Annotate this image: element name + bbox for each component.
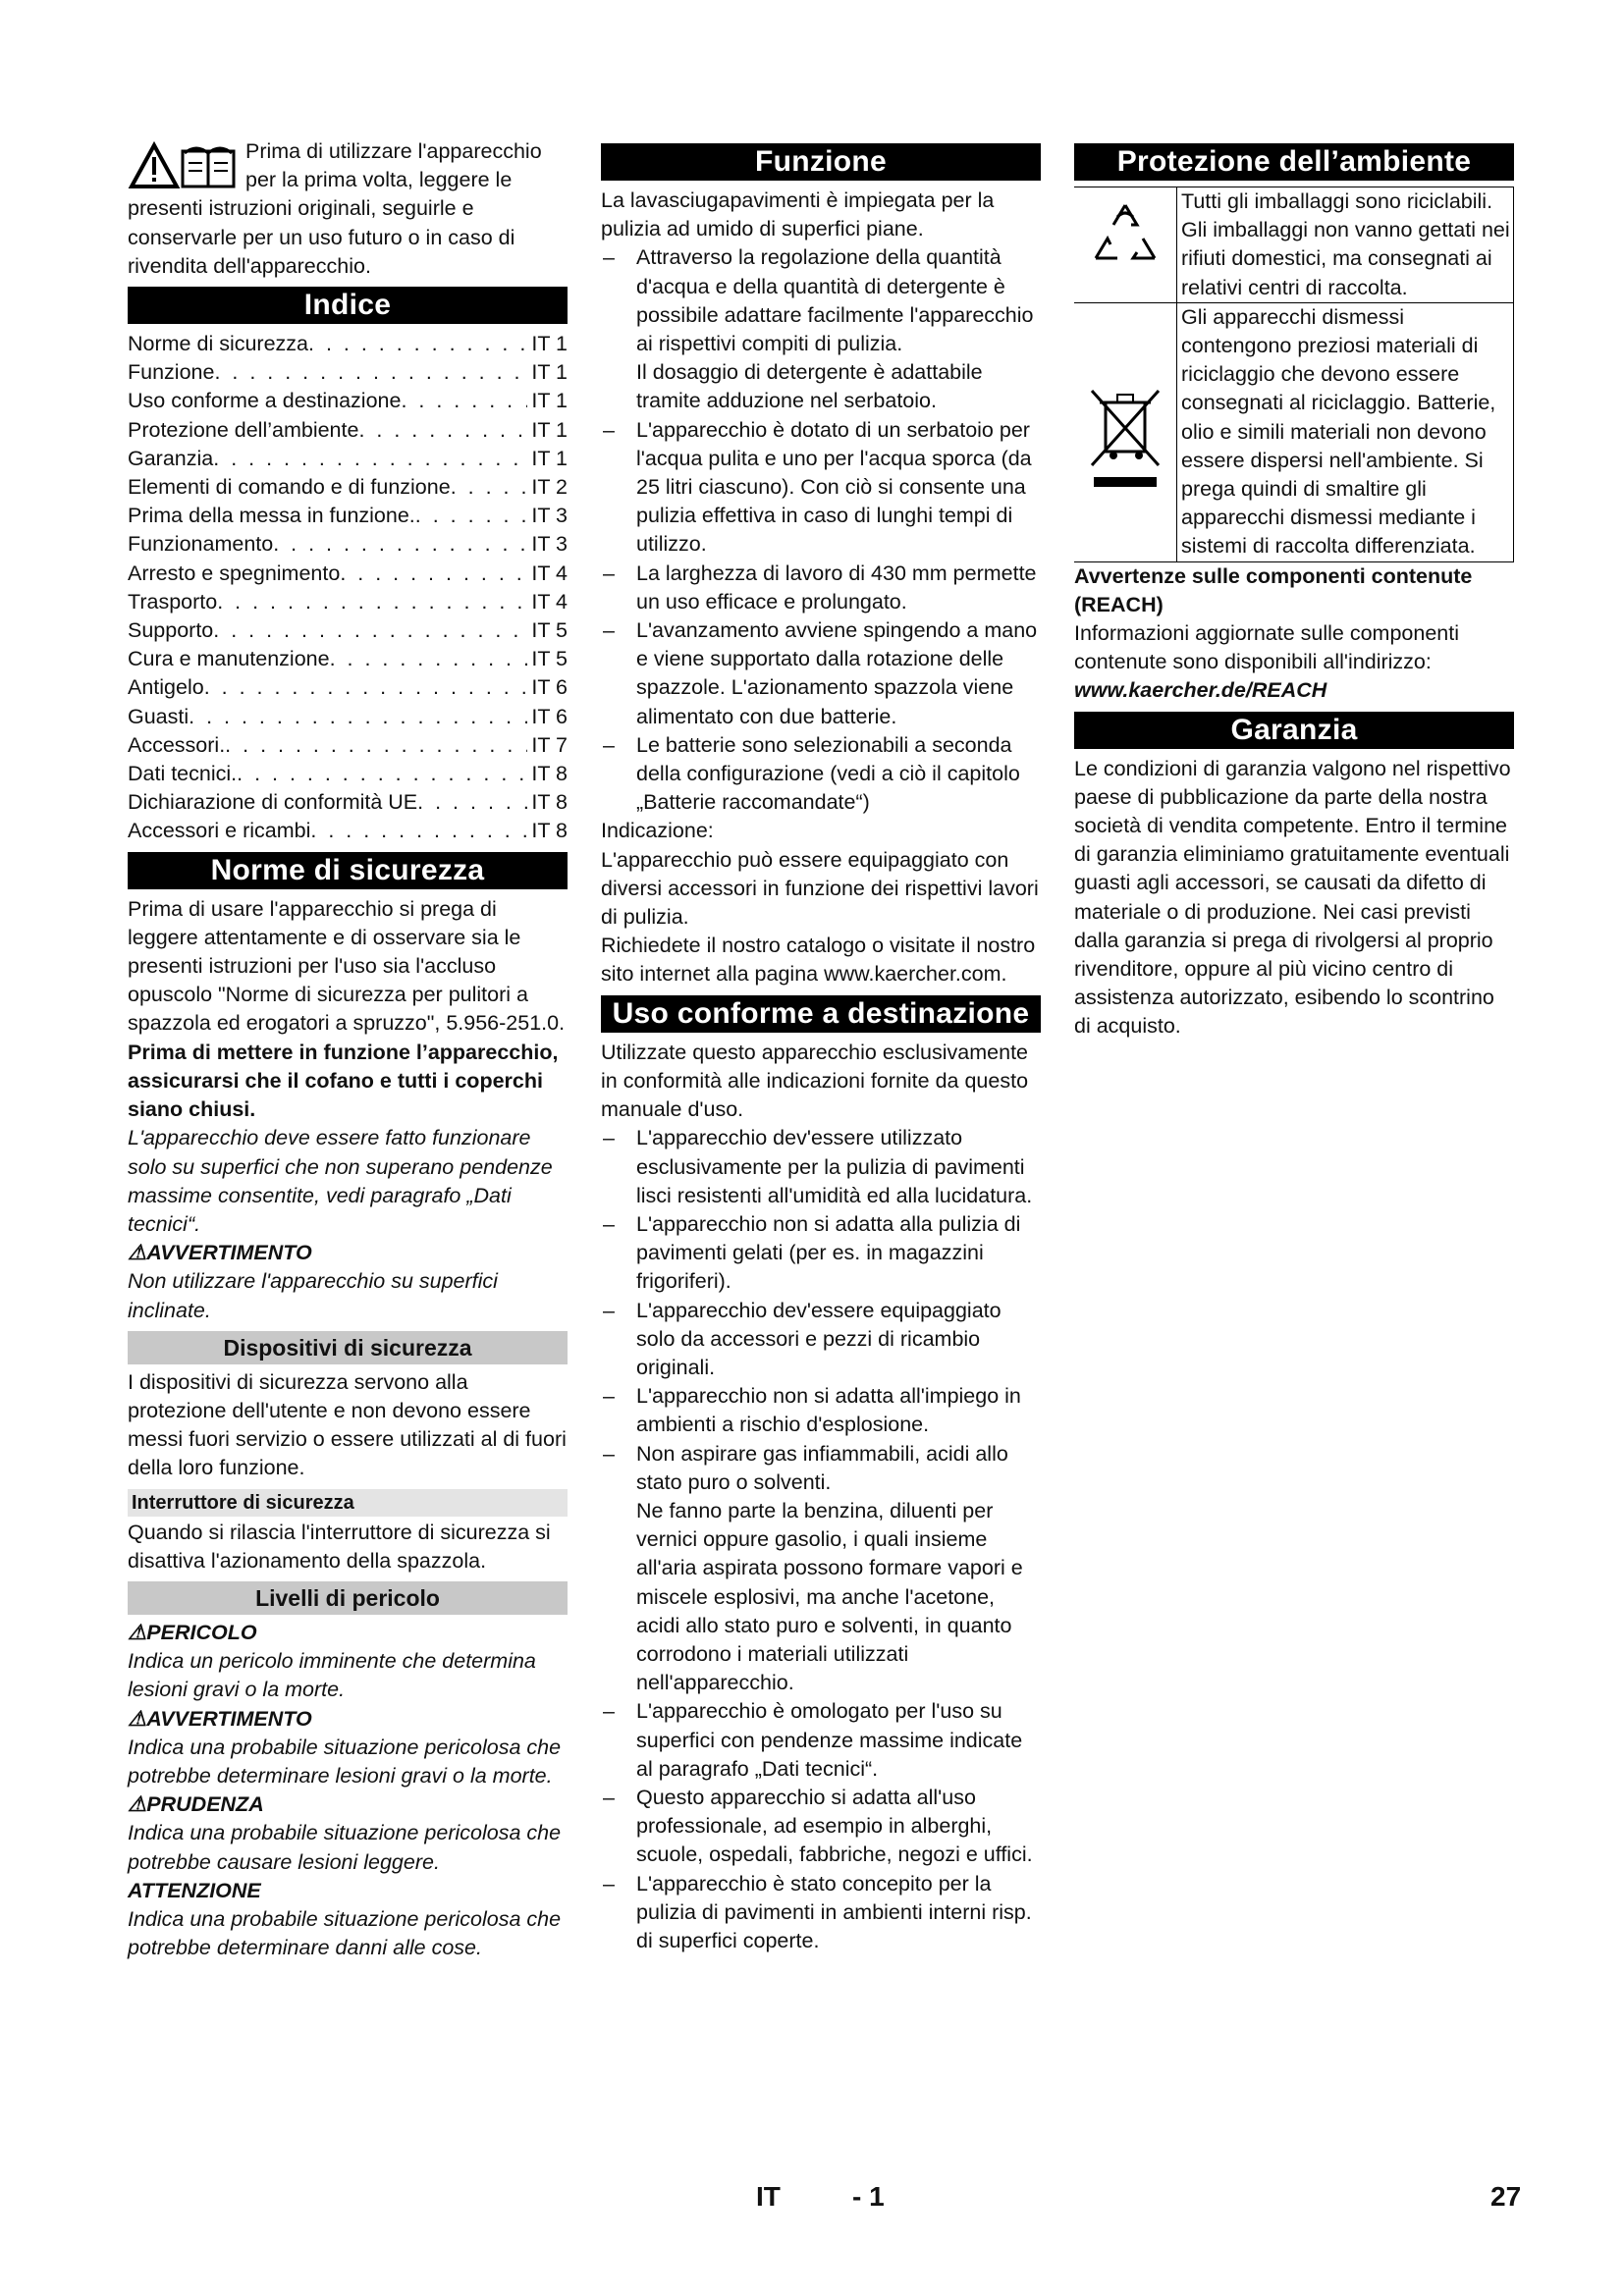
toc-entry-page: IT 1 xyxy=(531,332,568,356)
column-right xyxy=(1074,137,1514,1041)
list-item: – L'apparecchio dev'essere equipaggiato solo da accessori e pezzi di ricambio originali. xyxy=(601,1297,1041,1383)
toc-dot-leader xyxy=(415,502,528,530)
norme-paragraph: Prima di usare l'apparecchio si prega di leggere attentamente e di osservare sia le presenti istruzioni per l'uso sia l'accluso opuscolo "Norme di sicurezza per pulitori a spazzola ed erogatori a spruzzo", 5.956-251.0. xyxy=(128,896,566,1036)
toc-entry[interactable] xyxy=(128,703,568,731)
section-title-indice: Indice xyxy=(128,287,568,324)
crossed-bin-icon xyxy=(1074,303,1176,561)
toc-dot-leader xyxy=(358,416,527,445)
list-item-extra: Ne fanno parte la benzina, diluenti per vernici oppure gasolio, i quali insieme all'aria aspirata possono formare vapori e miscele esplosivi, ma anche l'acetone, acidi allo stato puro e solventi, in quanto corrodono i materiali utilizzati nell'apparecchio. xyxy=(636,1498,1023,1695)
norme-bold-note: Prima di mettere in funzione l’apparecchio, assicurarsi che il cofano e tutti i coperchi siano chiusi. xyxy=(128,1040,559,1122)
eco-text-disposal: Gli apparecchi dismessi contengono preziosi materiali di riciclaggio che devono essere consegnati al riciclaggio. Batterie, olio e simili materiali non devono essere dispersi nell'ambiente. Si prega quindi di smaltire gli apparecchi dismessi mediante i sistemi di raccolta differenziata. xyxy=(1176,303,1514,561)
toc-entry-page: IT 1 xyxy=(531,446,568,470)
interruttore-text: Quando si rilascia l'interruttore di sicurezza si disattiva l'azionamento della spazzola. xyxy=(128,1520,551,1573)
section-title-norme: Norme di sicurezza xyxy=(128,852,568,889)
list-item: – L'apparecchio è stato concepito per la pulizia di pavimenti in ambienti interni risp. di superfici coperte. xyxy=(601,1870,1041,1956)
toc-entry-page: IT 5 xyxy=(531,618,568,643)
toc-entry-page: IT 6 xyxy=(531,675,568,700)
list-item: – L'apparecchio non si adatta all'impiego in ambienti a rischio d'esplosione. xyxy=(601,1382,1041,1439)
list-item: – L'apparecchio è dotato di un serbatoio per l'acqua pulita e uno per l'acqua sporca (da 25 litri ciascuno). Con ciò si consente una pulizia effettiva in caso di lunghi tempi di utilizzo. xyxy=(601,416,1041,560)
subsection-title-dispositivi: Dispositivi di sicurezza xyxy=(128,1331,568,1364)
toc-entry-title: Dati tecnici. xyxy=(128,762,238,786)
pericolo-label: ⚠PERICOLO xyxy=(128,1620,257,1644)
toc-dot-leader xyxy=(225,731,527,760)
toc-entry-title: Funzione xyxy=(128,360,215,385)
toc-entry-title: Guasti xyxy=(128,704,189,728)
footer-language: IT xyxy=(756,2181,781,2212)
toc-entry-title: Garanzia xyxy=(128,446,214,470)
attenzione-text: Indica una probabile situazione pericolosa che potrebbe determinare danni alle cose. xyxy=(128,1906,562,1960)
toc-dot-leader xyxy=(273,530,527,559)
funzione-intro: La lavasciugapavimenti è impiegata per la pulizia ad umido di superfici piane. xyxy=(601,188,995,241)
toc-entry-title: Cura e manutenzione xyxy=(128,647,330,671)
toc-dot-leader xyxy=(417,788,527,817)
toc-entry-page: IT 4 xyxy=(531,589,568,614)
toc-entry[interactable] xyxy=(128,530,568,559)
list-item: – L'apparecchio non si adatta alla pulizia di pavimenti gelati (per es. in magazzini frigoriferi). xyxy=(601,1210,1041,1297)
toc-entry-page: IT 4 xyxy=(531,561,568,585)
pericolo-text: Indica un pericolo imminente che determina lesioni gravi o la morte. xyxy=(128,1649,536,1702)
toc-entry-page: IT 8 xyxy=(531,819,568,843)
subsection-title-interruttore: Interruttore di sicurezza xyxy=(128,1489,568,1517)
indicazione-website: Richiedete il nostro catalogo o visitate il nostro sito internet alla pagina www.kaercher.com. xyxy=(601,934,1036,987)
list-item: – La larghezza di lavoro di 430 mm permette un uso efficace e prolungato. xyxy=(601,560,1041,616)
toc-entry-title: Uso conforme a destinazione xyxy=(128,389,402,413)
toc-entry[interactable] xyxy=(128,788,568,817)
subsection-title-livelli: Livelli di pericolo xyxy=(128,1581,568,1615)
toc-entry[interactable] xyxy=(128,673,568,702)
toc-entry-page: IT 1 xyxy=(531,417,568,442)
toc-entry-title: Trasporto xyxy=(128,589,218,614)
intro-block xyxy=(128,137,568,281)
toc-entry-title: Prima della messa in funzione. xyxy=(128,504,415,528)
attenzione-label: ATTENZIONE xyxy=(128,1878,261,1902)
toc-entry-title: Accessori e ricambi xyxy=(128,819,311,843)
reach-link[interactable]: www.kaercher.de/REACH xyxy=(1074,678,1327,703)
toc-entry-page: IT 8 xyxy=(531,790,568,815)
dispositivi-text: I dispositivi di sicurezza servono alla protezione dell'utente e non devono essere messi fuori servizio o essere utilizzati al di fuori della loro funzione. xyxy=(128,1369,567,1480)
list-item: – L'apparecchio dev'essere utilizzato esclusivamente per la pulizia di pavimenti lisci resistenti all'umidità ed alla lucidatura. xyxy=(601,1124,1041,1210)
uso-intro: Utilizzate questo apparecchio esclusivamente in conformità alle indicazioni fornite da questo manuale d'uso. xyxy=(601,1040,1029,1122)
eco-row-packaging xyxy=(1074,187,1514,302)
toc-entry-page: IT 3 xyxy=(531,532,568,557)
toc-entry-page: IT 2 xyxy=(531,475,568,500)
toc-entry[interactable] xyxy=(128,473,568,502)
toc-dot-leader xyxy=(401,387,527,415)
section-title-ambiente: Protezione dell’ambiente xyxy=(1074,143,1514,181)
toc-dot-leader xyxy=(214,358,527,387)
list-item: – L'apparecchio è omologato per l'uso su superfici con pendenze massime indicate al paragrafo „Dati tecnici“. xyxy=(601,1697,1041,1784)
column-middle xyxy=(601,137,1041,1955)
list-item: – Non aspirare gas infiammabili, acidi allo stato puro o solventi. Ne fanno parte la benzina, diluenti per vernici oppure gasolio, i quali insieme all'aria aspirata possono formare vapori e miscele esplosivi, ma anche l'acetone, acidi allo stato puro e solventi, in quanto corrodono i materiali utilizzati nell'apparecchio. xyxy=(601,1440,1041,1698)
toc-entry-title: Elementi di comando e di funzione xyxy=(128,475,451,500)
avvertimento-label: ⚠AVVERTIMENTO xyxy=(128,1706,312,1731)
reach-text: Informazioni aggiornate sulle componenti contenute sono disponibili all'indirizzo: xyxy=(1074,621,1460,674)
toc-entry-title: Dichiarazione di conformità UE xyxy=(128,790,418,815)
toc-entry[interactable] xyxy=(128,588,568,616)
toc-entry-page: IT 5 xyxy=(531,647,568,671)
section-title-uso: Uso conforme a destinazione xyxy=(601,995,1041,1033)
toc-entry[interactable] xyxy=(128,387,568,415)
avvertimento-text: Indica una probabile situazione pericolosa che potrebbe determinare lesioni gravi o la morte. xyxy=(128,1735,562,1788)
toc-dot-leader xyxy=(237,760,527,788)
warning-label: ⚠AVVERTIMENTO xyxy=(128,1241,312,1265)
toc-entry-page: IT 8 xyxy=(531,762,568,786)
toc-entry[interactable] xyxy=(128,760,568,788)
toc-entry[interactable] xyxy=(128,817,568,845)
list-item: – L'avanzamento avviene spingendo a mano e viene supportato dalla rotazione delle spazzole. L'azionamento spazzola viene alimentato con due batterie. xyxy=(601,616,1041,731)
reach-title: Avvertenze sulle componenti contenute (REACH) xyxy=(1074,563,1473,616)
list-item-extra: Il dosaggio di detergente è adattabile tramite adduzione nel serbatoio. xyxy=(636,360,983,413)
toc-entry-page: IT 1 xyxy=(531,360,568,385)
recycle-icon xyxy=(1074,187,1176,302)
toc-entry-page: IT 1 xyxy=(531,389,568,413)
toc-entry[interactable] xyxy=(128,330,568,358)
table-of-contents xyxy=(128,330,568,846)
eco-text-packaging: Tutti gli imballaggi sono riciclabili. Gli imballaggi non vanno gettati nei rifiuti domestici, ma consegnati ai relativi centri di raccolta. xyxy=(1176,187,1514,302)
toc-entry[interactable] xyxy=(128,731,568,760)
toc-dot-leader xyxy=(189,703,527,731)
list-item: – Le batterie sono selezionabili a seconda della configurazione (vedi a ciò il capitolo „Batterie raccomandate“) xyxy=(601,731,1041,818)
norme-italic-note: L'apparecchio deve essere fatto funzionare solo su superfici che non superano pendenze massime consentite, vedi paragrafo „Dati tecnici“. xyxy=(128,1126,553,1236)
indicazione-label: Indicazione: xyxy=(601,819,714,843)
toc-entry-page: IT 6 xyxy=(531,704,568,728)
toc-entry[interactable] xyxy=(128,445,568,473)
toc-dot-leader xyxy=(310,817,527,845)
toc-entry-page: IT 3 xyxy=(531,504,568,528)
warning-text: Non utilizzare l'apparecchio su superfici inclinate. xyxy=(128,1269,498,1322)
toc-entry[interactable] xyxy=(128,358,568,387)
section-title-funzione: Funzione xyxy=(601,143,1041,181)
toc-entry-title: Funzionamento xyxy=(128,532,274,557)
list-item: – Attraverso la regolazione della quantità d'acqua e della quantità di detergente è possibile adattare facilmente l'apparecchio ai rispettivi compiti di pulizia. Il dosaggio di detergente è adattabile tramite adduzione nel serbatoio. xyxy=(601,243,1041,415)
garanzia-text: Le condizioni di garanzia valgono nel rispettivo paese di pubblicazione da parte della nostra società di vendita competente. Entro il termine di garanzia eliminiamo gratuitamente eventuali guasti agli accessori, se causati da difetto di materiale o di produzione. Nei casi previsti dalla garanzia si prega di rivolgersi al proprio rivenditore, oppure al più vicino centro di assistenza autorizzato, esibendo lo scontrino di acquisto. xyxy=(1074,756,1511,1039)
toc-entry-title: Supporto xyxy=(128,618,214,643)
toc-entry-title: Antigelo xyxy=(128,675,204,700)
toc-dot-leader xyxy=(213,616,527,645)
list-item: – Questo apparecchio si adatta all'uso professionale, ad esempio in alberghi, scuole, ospedali, fabbriche, negozi e uffici. xyxy=(601,1784,1041,1870)
intro-text: Prima di utilizzare l'apparecchio per la prima volta, leggere le presenti istruzioni originali, seguirle e conservarle per un uso futuro o in caso di rivendita dell'apparecchio. xyxy=(128,139,542,278)
toc-entry[interactable] xyxy=(128,616,568,645)
toc-dot-leader xyxy=(204,673,528,702)
manual-book-icon xyxy=(183,148,234,187)
funzione-list xyxy=(601,243,1041,817)
toc-dot-leader xyxy=(451,473,528,502)
toc-entry-title: Norme di sicurezza xyxy=(128,332,308,356)
column-left xyxy=(128,137,568,1962)
toc-dot-leader xyxy=(213,445,527,473)
toc-dot-leader xyxy=(340,560,527,588)
toc-entry-title: Accessori. xyxy=(128,732,226,757)
footer-page-number: 27 xyxy=(1490,2181,1522,2212)
intro-icons xyxy=(128,141,238,192)
uso-list xyxy=(601,1124,1041,1955)
toc-entry-title: Arresto e spegnimento xyxy=(128,561,341,585)
toc-dot-leader xyxy=(330,645,528,673)
toc-dot-leader xyxy=(217,588,527,616)
toc-entry[interactable] xyxy=(128,502,568,530)
toc-entry[interactable] xyxy=(128,416,568,445)
toc-entry[interactable] xyxy=(128,645,568,673)
prudenza-text: Indica una probabile situazione pericolosa che potrebbe causare lesioni leggere. xyxy=(128,1821,562,1874)
section-title-garanzia: Garanzia xyxy=(1074,712,1514,749)
eco-row-disposal xyxy=(1074,302,1514,562)
warning-triangle-icon xyxy=(128,141,238,190)
indicazione-text: L'apparecchio può essere equipaggiato con diversi accessori in funzione dei rispettivi lavori di pulizia. xyxy=(601,847,1039,930)
prudenza-label: ⚠PRUDENZA xyxy=(128,1792,264,1817)
toc-entry-page: IT 7 xyxy=(531,732,568,757)
toc-entry[interactable] xyxy=(128,560,568,588)
toc-dot-leader xyxy=(308,330,527,358)
footer-section: - 1 xyxy=(852,2181,885,2212)
toc-entry-title: Protezione dell’ambiente xyxy=(128,417,359,442)
